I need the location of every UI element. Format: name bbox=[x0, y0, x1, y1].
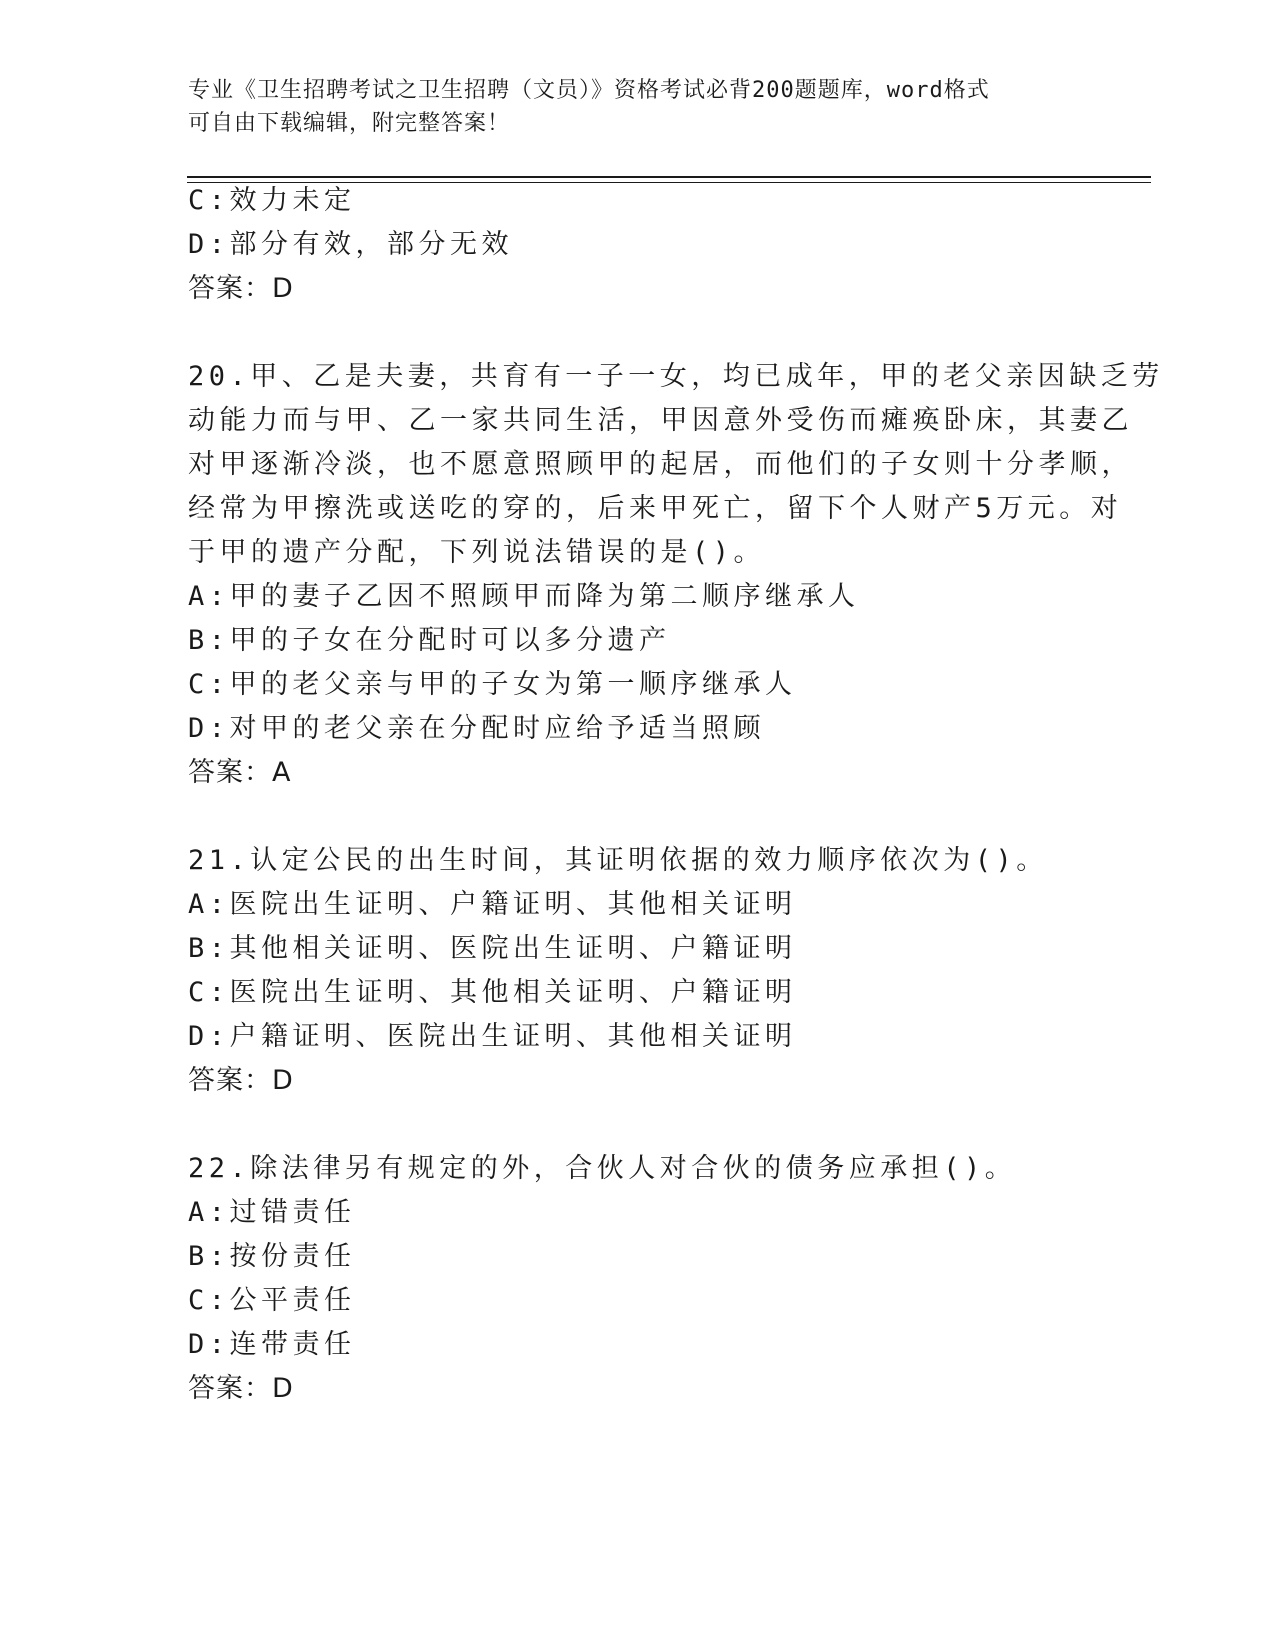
prev-answer: 答案：D bbox=[188, 273, 294, 304]
q20-stem-line-2: 动能力而与甲、乙一家共同生活，甲因意外受伤而瘫痪卧床，其妻乙 bbox=[188, 405, 1133, 436]
q20-stem-line-5: 于甲的遗产分配，下列说法错误的是()。 bbox=[188, 537, 766, 568]
header-line-2: 可自由下载编辑，附完整答案！ bbox=[188, 111, 511, 136]
q20-stem-line-3: 对甲逐渐冷淡，也不愿意照顾甲的起居，而他们的子女则十分孝顺， bbox=[188, 449, 1133, 480]
q20-option-c: C:甲的老父亲与甲的子女为第一顺序继承人 bbox=[188, 669, 797, 700]
q20-option-b: B:甲的子女在分配时可以多分遗产 bbox=[188, 625, 671, 656]
q21-stem: 21.认定公民的出生时间，其证明依据的效力顺序依次为()。 bbox=[188, 845, 1048, 876]
q22-option-c: C:公平责任 bbox=[188, 1285, 356, 1316]
q22-stem: 22.除法律另有规定的外，合伙人对合伙的债务应承担()。 bbox=[188, 1153, 1017, 1184]
q20-option-d: D:对甲的老父亲在分配时应给予适当照顾 bbox=[188, 713, 766, 744]
header-divider-thick bbox=[187, 176, 1151, 178]
prev-option-c: C:效力未定 bbox=[188, 185, 356, 216]
q22-option-d: D:连带责任 bbox=[188, 1329, 356, 1360]
q20-stem-line-4: 经常为甲擦洗或送吃的穿的，后来甲死亡，留下个人财产5万元。对 bbox=[188, 493, 1123, 524]
header-line-1: 专业《卫生招聘考试之卫生招聘（文员）》资格考试必背200题题库，word格式 bbox=[188, 78, 990, 103]
q22-answer: 答案：D bbox=[188, 1373, 294, 1404]
q21-option-a: A:医院出生证明、户籍证明、其他相关证明 bbox=[188, 889, 797, 920]
q22-option-b: B:按份责任 bbox=[188, 1241, 356, 1272]
q20-option-a: A:甲的妻子乙因不照顾甲而降为第二顺序继承人 bbox=[188, 581, 860, 612]
q21-option-c: C:医院出生证明、其他相关证明、户籍证明 bbox=[188, 977, 797, 1008]
q20-stem-line-1: 20.甲、乙是夫妻，共育有一子一女，均已成年，甲的老父亲因缺乏劳 bbox=[188, 361, 1164, 392]
q22-option-a: A:过错责任 bbox=[188, 1197, 356, 1228]
document-header bbox=[188, 74, 1088, 140]
q21-option-d: D:户籍证明、医院出生证明、其他相关证明 bbox=[188, 1021, 797, 1052]
prev-option-d: D:部分有效，部分无效 bbox=[188, 229, 514, 260]
q21-answer: 答案：D bbox=[188, 1065, 294, 1096]
q20-answer: 答案：A bbox=[188, 757, 292, 788]
q21-option-b: B:其他相关证明、医院出生证明、户籍证明 bbox=[188, 933, 797, 964]
header-divider-thin bbox=[187, 182, 1151, 183]
